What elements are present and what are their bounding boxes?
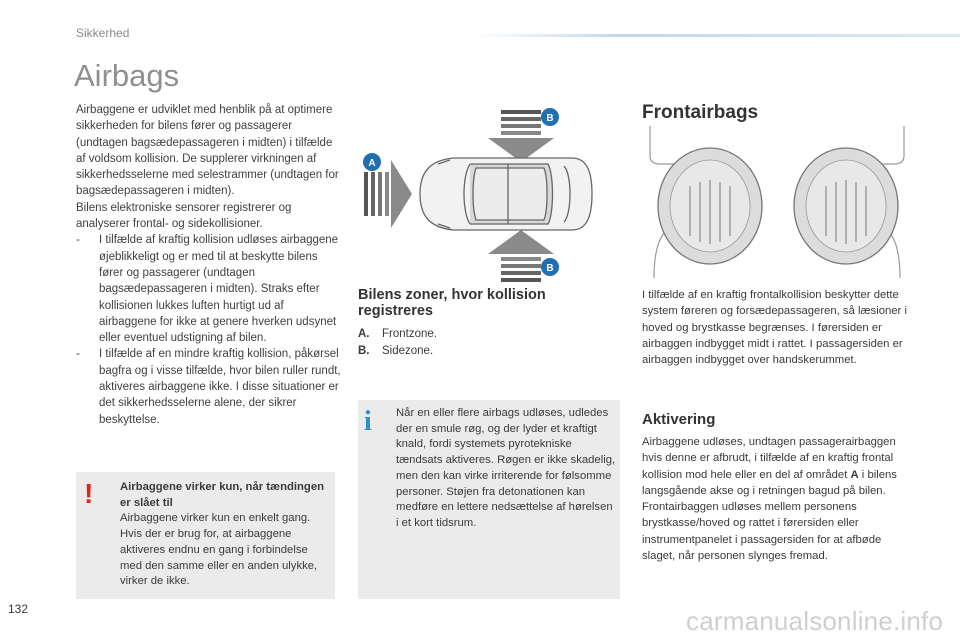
- intro-paragraph-1: Airbaggene er udviklet med henblik på at optimere sikkerheden for bilens fører og passagerer (undtagen bagsædepassageren i midten) i tilfælde af voldsom kollision. De supplerer virkningen af sikkerhedsselerne med selestrammer (undtagen for bagsædepassageren i midten).: [76, 104, 339, 198]
- page-number: 132: [8, 602, 29, 616]
- badge-b-bottom-label: B: [546, 263, 554, 274]
- collision-zones-diagram: [358, 104, 598, 284]
- aktivering-text: [642, 434, 912, 564]
- exclamation-icon: !: [84, 478, 94, 509]
- frontairbags-title: Frontairbags: [642, 102, 759, 123]
- bullet-text: I tilfælde af kraftig kollision udløses airbaggene øjeblikkeligt og er med til at beskytte bilens fører og passagerer (undtagen bagsædepassageren i midten). Straks efter kollisionen lukkes luften hurtigt ud af airbaggene for ikke at genere hverken udsynet eller eventuel udstigning af bilen.: [99, 234, 339, 345]
- side-arrow-bottom: [488, 230, 554, 282]
- info-icon: i: [364, 406, 372, 437]
- badge-b-top: [541, 108, 559, 126]
- warning-text: [120, 480, 330, 590]
- zone-item-side: [358, 343, 437, 360]
- zones-list: [358, 326, 437, 360]
- intro-text: [76, 102, 344, 428]
- header-rule: [470, 34, 960, 37]
- badge-b-top-label: B: [546, 113, 554, 124]
- zone-label: Frontzone.: [382, 328, 437, 340]
- badge-b-bottom: [541, 258, 559, 276]
- aktivering-text-part: i bilens langsgående akse og i retningen bagud på bilen. Frontairbaggen udløses mellem personens brystkasse/hoved og rattet i førersiden eller instrumentpanelet i passagersiden for at afbøde slaget, når personen slynges fremad.: [642, 468, 897, 563]
- aktivering-text-part: Airbaggene udløses, undtagen passagerairbaggen hvis denne er afbrudt, i tilfælde af en kraftig frontal kollision mod hele eller en del af området: [642, 436, 896, 481]
- badge-a: [363, 153, 381, 171]
- watermark: carmanualsonline.info: [686, 606, 944, 636]
- frontairbag-illustration: [648, 126, 906, 278]
- zone-item-front: [358, 326, 437, 343]
- zone-label: Sidezone.: [382, 345, 434, 357]
- aktivering-zone-ref: A: [850, 468, 859, 481]
- page-title: Airbags: [74, 58, 180, 93]
- frontairbags-text: I tilfælde af en kraftig frontalkollision beskytter dette system føreren og forsædepassageren, så læsioner i hoved og brystkasse begrænses. I førersiden er airbaggen indbygget midt i rattet. I passagersiden er airbaggen indbygget over handskerummet.: [642, 289, 907, 367]
- intro-paragraph-2: Bilens elektroniske sensorer registrerer og analyserer frontal- og sidekollisioner.: [76, 201, 292, 231]
- aktivering-title: Aktivering: [642, 411, 716, 428]
- zone-key: B.: [358, 345, 370, 357]
- warning-title: Airbaggene virker kun, når tændingen er slået til: [120, 481, 325, 509]
- bullet-text: I tilfælde af en mindre kraftig kollision, påkørsel bagfra og i visse tilfælde, hvor bilen ruller rundt, aktiveres airbaggene ikke. I disse situationer er det sikkerhedsselerne alene, der sikrer beskyttelse.: [99, 348, 341, 426]
- info-text: Når en eller flere airbags udløses, udledes der en smule røg, og der lyder et kraftigt knald, fordi systemets pyrotekniske tændsats aktiveres. Røgen er ikke skadelig, men den kan virke irriterende for følsomme personer. Støjen fra detonationen kan medføre en lettere nedsættelse af hørelsen i et kort tidsrum.: [396, 407, 616, 529]
- bullet-item: [76, 346, 344, 427]
- car-outline: [420, 158, 592, 230]
- bullet-item: [76, 232, 344, 346]
- zone-key: A.: [358, 328, 370, 340]
- zones-title: Bilens zoner, hvor kollision registreres: [358, 287, 546, 319]
- bullet-dash: -: [76, 234, 80, 247]
- warning-body: Airbaggene virker kun en enkelt gang. Hvis der er brug for, at airbaggene aktiveres endnu en gang i forbindelse med den samme eller en anden ulykke, virker de ikke.: [120, 512, 318, 588]
- bullet-dash: -: [76, 348, 80, 361]
- badge-a-label: A: [368, 158, 376, 169]
- left-airbag: [658, 148, 762, 264]
- right-airbag: [794, 148, 898, 264]
- section-label: Sikkerhed: [76, 26, 130, 40]
